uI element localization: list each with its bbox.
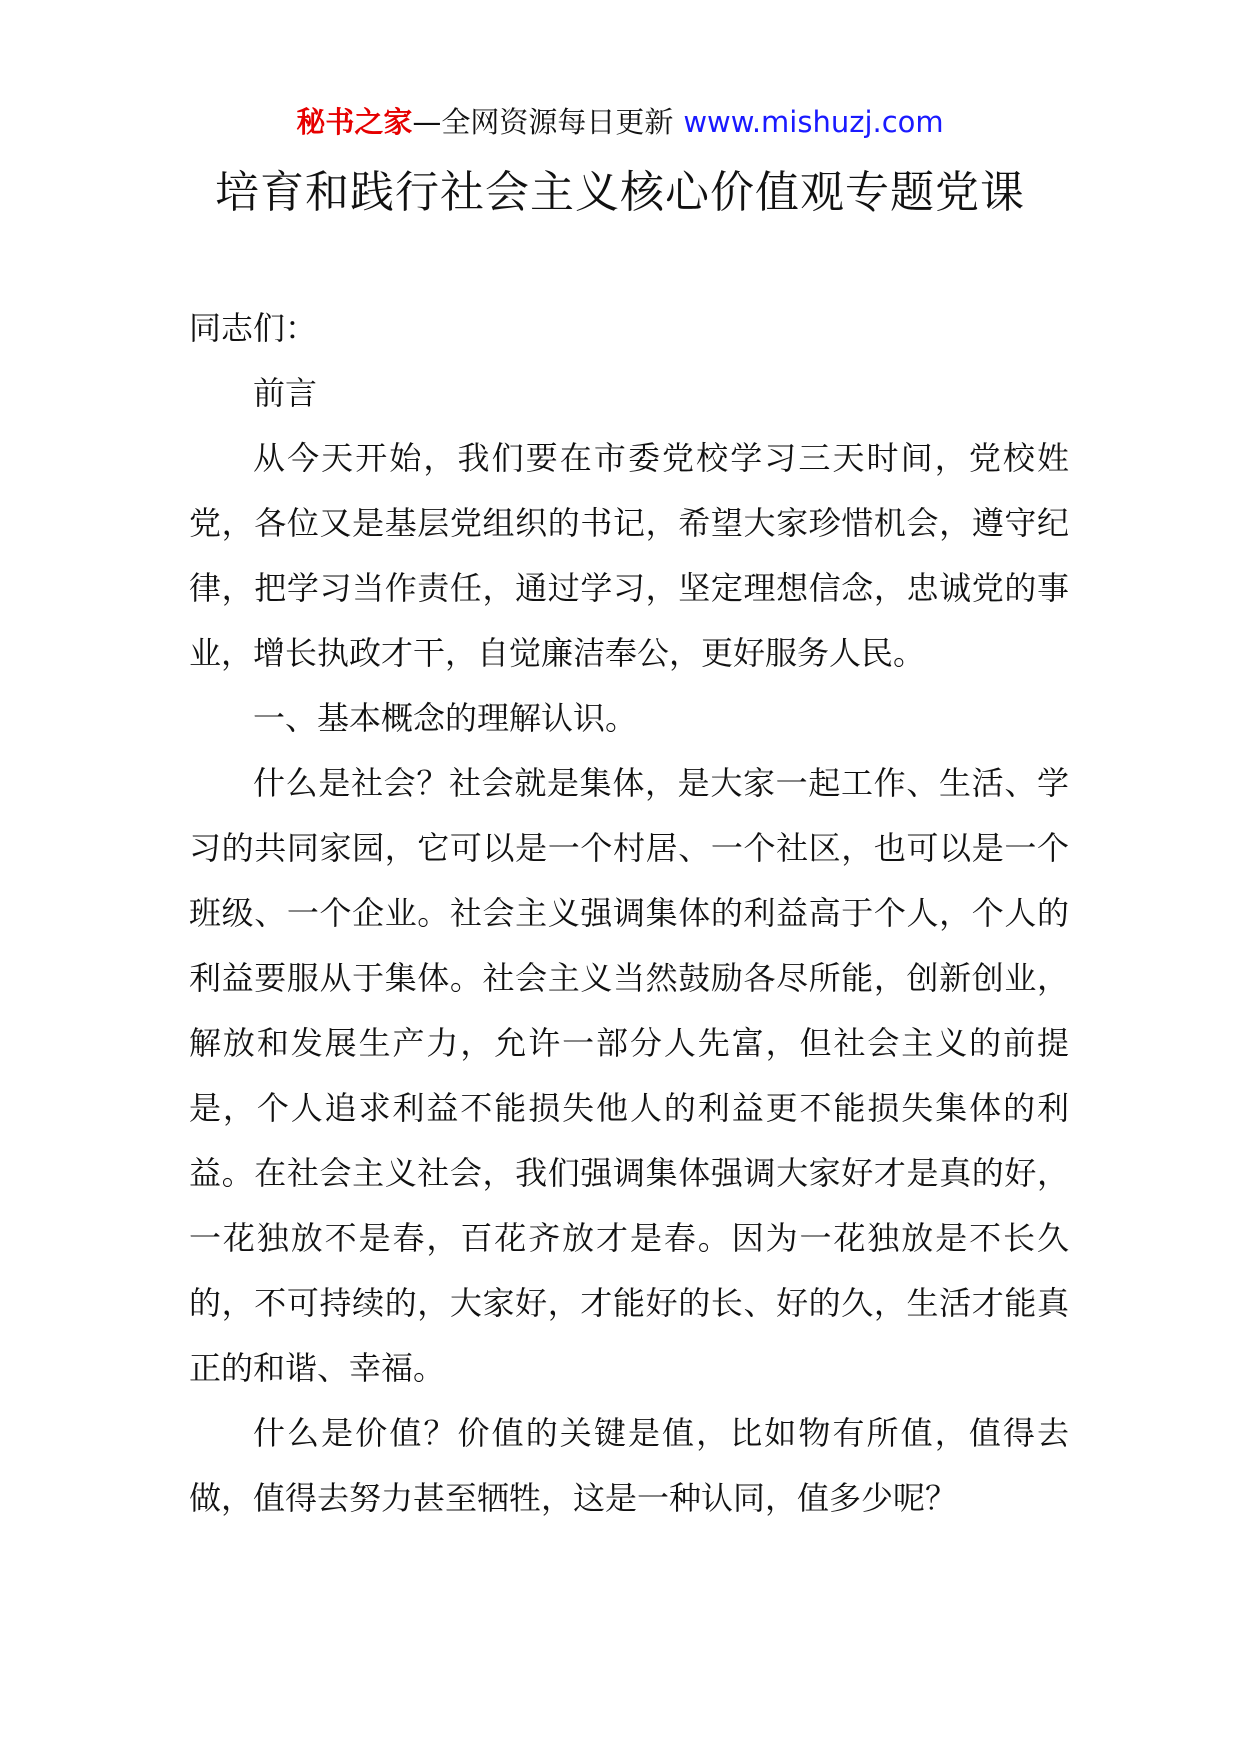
body-paragraph: 什么是社会？社会就是集体，是大家一起工作、生活、学习的共同家园，它可以是一个村居、一个社区，也可以是一个班级、一个企业。社会主义强调集体的利益高于个人，个人的利益要服从于集体。社会主义当然鼓励各尽所能，创新创业，解放和发展生产力，允许一部分人先富，但社会主义的前提是，个人追求利益不能损失他人的利益更不能损失集体的利益。在社会主义社会，我们强调集体强调大家好才是真的好，一花独放不是春，百花齐放才是春。因为一花独放是不长久的，不可持续的，大家好，才能好的长、好的久，生活才能真正的和谐、幸福。 bbox=[189, 764, 1069, 1387]
document-body bbox=[189, 296, 1069, 1531]
brand-name: 秘书之家 bbox=[296, 105, 413, 139]
document-title: 培育和践行社会主义核心价值观专题党课 bbox=[215, 167, 1025, 218]
site-header bbox=[0, 100, 1240, 144]
header-tagline: —全网资源每日更新 bbox=[412, 105, 674, 139]
salutation: 同志们： bbox=[189, 309, 318, 347]
section-heading: 一、基本概念的理解认识。 bbox=[253, 699, 638, 737]
body-paragraph: 什么是价值？价值的关键是值，比如物有所值，值得去做，值得去努力甚至牺牲，这是一种认同，值多少呢？ bbox=[189, 1414, 1069, 1517]
site-url-link[interactable]: www.mishuzj.com bbox=[683, 105, 944, 139]
preface-heading: 前言 bbox=[253, 374, 318, 412]
body-paragraph: 从今天开始，我们要在市委党校学习三天时间，党校姓党，各位又是基层党组织的书记，希望大家珍惜机会，遵守纪律，把学习当作责任，通过学习，坚定理想信念，忠诚党的事业，增长执政才干，自觉廉洁奉公，更好服务人民。 bbox=[189, 439, 1069, 672]
